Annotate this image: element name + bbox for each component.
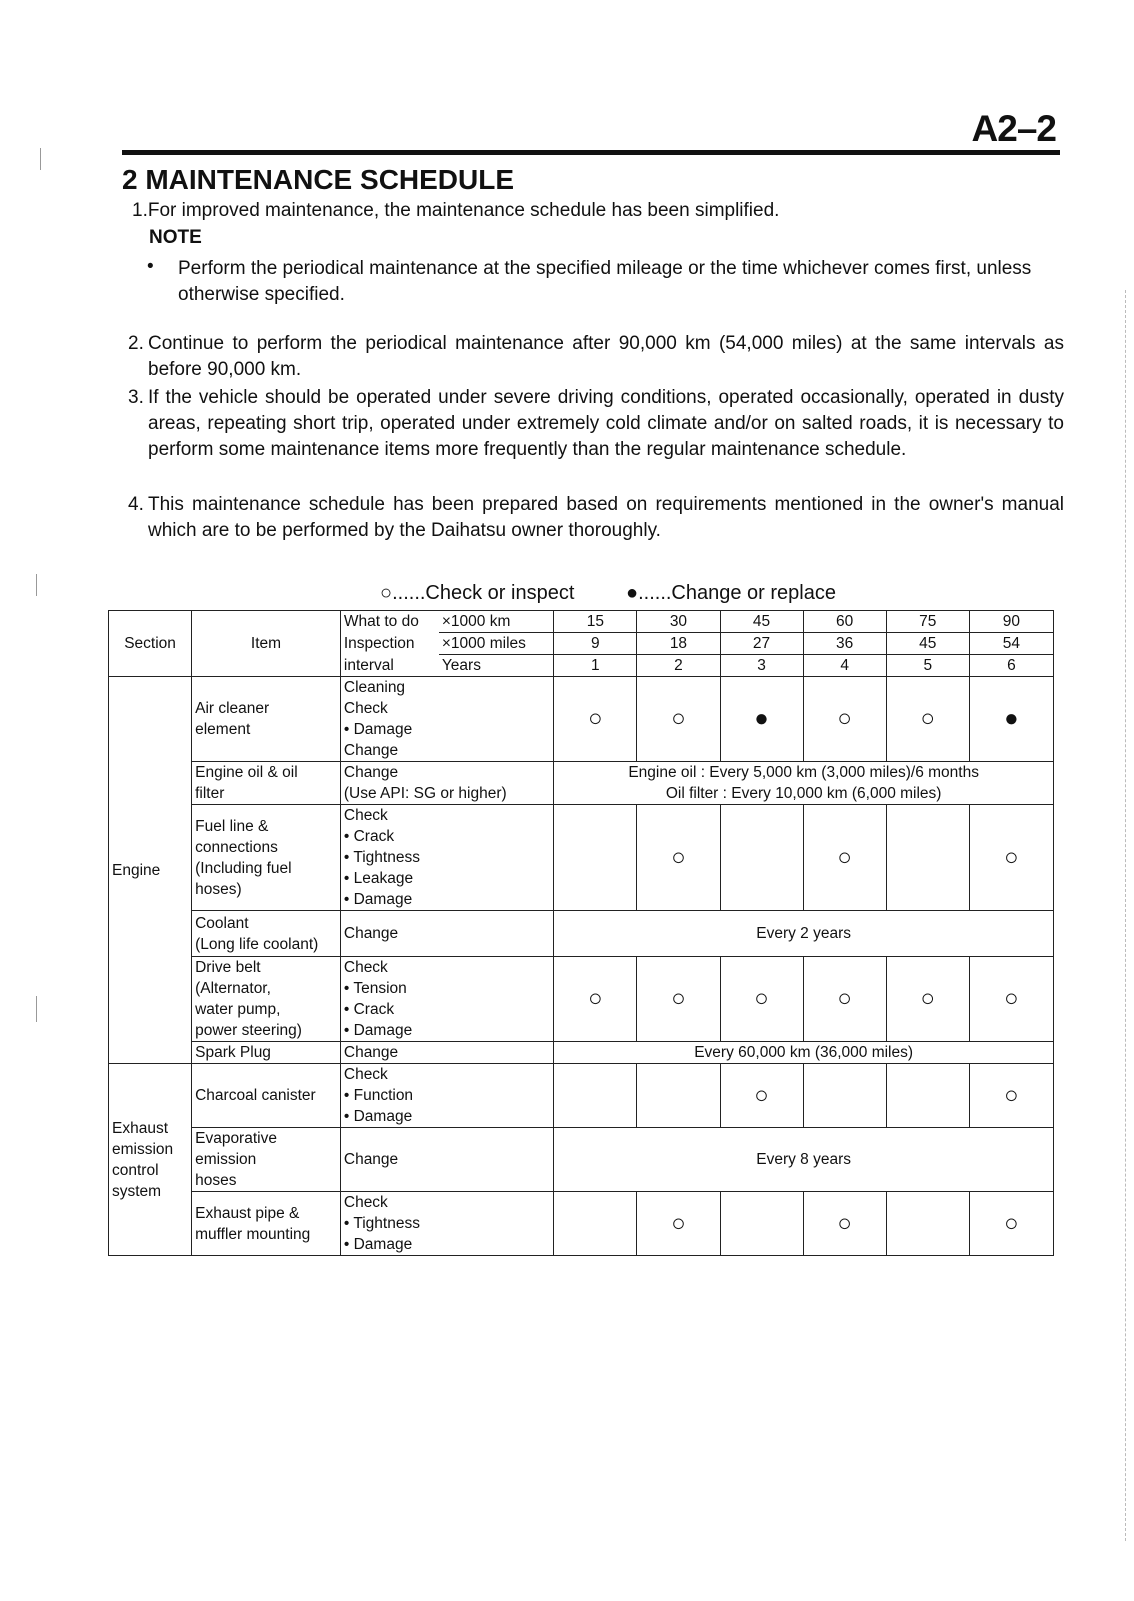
- what-exhaust-pipe: [340, 1192, 553, 1256]
- item-evaporative-line: emission: [195, 1151, 257, 1168]
- legend-change-text: ......Change or replace: [638, 582, 836, 604]
- item-air-cleaner: [192, 677, 341, 762]
- what-line: • Damage: [343, 1108, 413, 1125]
- item-fuel-line: [192, 805, 341, 911]
- check-mark: ○: [886, 957, 969, 1042]
- what-line: Change: [343, 742, 399, 759]
- check-mark: ○: [637, 677, 720, 762]
- header-rule: [122, 150, 1060, 155]
- what-line: • Tightness: [343, 849, 420, 866]
- year-value: 3: [720, 655, 803, 677]
- check-mark: ○: [720, 1064, 803, 1128]
- what-line: Change: [343, 764, 399, 781]
- note-bullet: •: [147, 256, 154, 277]
- intro-item-3-text: If the vehicle should be operated under severe driving conditions, operated occasionally, operated in dusty areas, repeating short trip, operated under extremely cold climate and/or on salted roads, it is necessary to perform some maintenance items more frequently than the regular maintenance schedule.: [148, 387, 1064, 460]
- intro-item-3: [128, 385, 1064, 463]
- check-mark: ○: [637, 957, 720, 1042]
- what-line: • Crack: [343, 828, 395, 845]
- miles-value: 18: [637, 633, 720, 655]
- item-exhaust-pipe-line: Exhaust pipe &: [195, 1204, 300, 1222]
- engine-oil-note-line: Engine oil : Every 5,000 km (3,000 miles)/6 months: [628, 764, 979, 781]
- table-row-drive-belt: [109, 957, 1054, 1042]
- what-line: • Damage: [343, 891, 413, 908]
- header-km-unit: ×1000 km: [439, 611, 554, 633]
- legend-check-text: ......Check or inspect: [392, 582, 575, 604]
- header-miles-unit: ×1000 miles: [439, 633, 554, 655]
- empty-cell: [886, 1064, 969, 1128]
- intro-item-2-number: 2.: [128, 333, 144, 354]
- check-symbol: ○: [380, 582, 393, 604]
- miles-value: 36: [803, 633, 886, 655]
- intro-item-1-number: 1.: [132, 200, 148, 221]
- table-row-charcoal-canister: [109, 1064, 1054, 1128]
- oil-filter-note-line: Oil filter : Every 10,000 km (6,000 miles): [665, 785, 942, 802]
- check-mark: ○: [637, 805, 720, 911]
- scan-edge: [1125, 290, 1126, 1541]
- what-fuel-line: [340, 805, 553, 911]
- intro-item-2: [128, 331, 1064, 383]
- km-value: 75: [886, 611, 969, 633]
- item-exhaust-pipe: [192, 1192, 341, 1256]
- empty-cell: [554, 1192, 637, 1256]
- check-mark: ○: [969, 1192, 1053, 1256]
- what-line: • Tightness: [343, 1215, 420, 1232]
- what-line: Check: [343, 1194, 388, 1211]
- intro-item-4: [128, 492, 1064, 544]
- item-evaporative-line: Evaporative: [195, 1130, 277, 1147]
- miles-value: 45: [886, 633, 969, 655]
- what-line: Check: [343, 700, 388, 717]
- what-charcoal-canister: [340, 1064, 553, 1128]
- item-evaporative-line: hoses: [195, 1172, 237, 1189]
- table-row-coolant: [109, 911, 1054, 957]
- what-line: • Function: [343, 1087, 414, 1104]
- empty-cell: [803, 1064, 886, 1128]
- margin-mark-top: [40, 148, 41, 170]
- what-line: • Damage: [343, 1236, 413, 1253]
- legend-check: [380, 582, 574, 605]
- item-coolant-line: Coolant: [195, 914, 249, 932]
- header-item: Item: [192, 611, 341, 677]
- check-mark: ○: [720, 957, 803, 1042]
- what-coolant: Change: [340, 911, 553, 957]
- miles-value: 54: [969, 633, 1053, 655]
- check-mark: ○: [803, 957, 886, 1042]
- what-line: • Leakage: [343, 870, 414, 887]
- what-evaporative-hoses: Change: [340, 1128, 553, 1192]
- coolant-interval-note: Every 2 years: [554, 911, 1054, 957]
- item-drive-belt-line: water pump,: [195, 1001, 281, 1018]
- year-value: 4: [803, 655, 886, 677]
- item-drive-belt-line: (Alternator,: [195, 980, 271, 997]
- check-mark: ○: [554, 677, 637, 762]
- check-mark: ○: [637, 1192, 720, 1256]
- maintenance-table: [108, 610, 1054, 1256]
- km-value: 60: [803, 611, 886, 633]
- item-drive-belt: [192, 957, 341, 1042]
- what-line: • Tension: [343, 980, 407, 997]
- item-engine-oil-line: Engine oil & oil: [195, 764, 298, 781]
- year-value: 2: [637, 655, 720, 677]
- intro-item-4-number: 4.: [128, 494, 144, 515]
- empty-cell: [637, 1064, 720, 1128]
- header-interval: interval: [340, 655, 439, 677]
- intro-item-2-text: Continue to perform the periodical maintenance after 90,000 km (54,000 miles) at the same intervals as before 90,000 km.: [148, 333, 1064, 380]
- item-fuel-line-line: hoses): [195, 880, 242, 898]
- item-drive-belt-line: Drive belt: [195, 959, 261, 976]
- empty-cell: [886, 805, 969, 911]
- legend-change: [626, 582, 836, 605]
- km-value: 90: [969, 611, 1053, 633]
- intro-item-3-number: 3.: [128, 387, 144, 408]
- empty-cell: [554, 1064, 637, 1128]
- empty-cell: [720, 1192, 803, 1256]
- section-exhaust-line: control: [112, 1161, 159, 1179]
- table-row-evaporative-hoses: [109, 1128, 1054, 1192]
- what-line: • Crack: [343, 1001, 395, 1018]
- item-exhaust-pipe-line: muffler mounting: [195, 1225, 311, 1243]
- item-coolant: [192, 911, 341, 957]
- change-symbol: ●: [626, 582, 639, 604]
- page-number: A2–2: [971, 108, 1056, 149]
- header-row-km: [109, 611, 1054, 633]
- km-value: 15: [554, 611, 637, 633]
- section-exhaust-line: emission: [112, 1140, 174, 1158]
- what-line: Cleaning: [343, 679, 406, 696]
- change-mark: ●: [969, 677, 1053, 762]
- header-section: Section: [109, 611, 192, 677]
- what-line: (Use API: SG or higher): [343, 785, 507, 802]
- item-engine-oil: [192, 762, 341, 805]
- check-mark: ○: [803, 677, 886, 762]
- table-row-engine-oil: [109, 762, 1054, 805]
- item-fuel-line-line: connections: [195, 838, 278, 856]
- year-value: 1: [554, 655, 637, 677]
- item-charcoal-canister: Charcoal canister: [192, 1064, 341, 1128]
- miles-value: 27: [720, 633, 803, 655]
- year-value: 6: [969, 655, 1053, 677]
- item-drive-belt-line: power steering): [195, 1022, 302, 1039]
- header-inspection: Inspection: [340, 633, 439, 655]
- what-spark-plug: Change: [340, 1042, 553, 1064]
- item-fuel-line-line: (Including fuel: [195, 859, 292, 877]
- section-exhaust-emission: [109, 1064, 192, 1256]
- engine-oil-interval-note: [554, 762, 1054, 805]
- what-line: • Damage: [343, 721, 413, 738]
- check-mark: ○: [554, 957, 637, 1042]
- note-label: NOTE: [149, 227, 202, 248]
- table-row-air-cleaner: [109, 677, 1054, 762]
- what-line: Check: [343, 1066, 388, 1083]
- intro-item-4-text: This maintenance schedule has been prepared based on requirements mentioned in the owner's manual which are to be performed by the Daihatsu owner thoroughly.: [148, 494, 1064, 541]
- evaporative-interval-note: Every 8 years: [554, 1128, 1054, 1192]
- item-evaporative-hoses: [192, 1128, 341, 1192]
- what-engine-oil: [340, 762, 553, 805]
- change-mark: ●: [720, 677, 803, 762]
- item-air-cleaner-line: element: [195, 721, 251, 738]
- empty-cell: [720, 805, 803, 911]
- miles-value: 9: [554, 633, 637, 655]
- year-value: 5: [886, 655, 969, 677]
- note-text: Perform the periodical maintenance at the specified mileage or the time whichever comes first, unless otherwise specified.: [178, 258, 1032, 305]
- table-row-fuel-line: [109, 805, 1054, 911]
- section-engine: Engine: [109, 677, 192, 1064]
- intro-item-1-text: For improved maintenance, the maintenance schedule has been simplified.: [147, 200, 780, 221]
- header-what-to-do: What to do: [340, 611, 439, 633]
- section-exhaust-line: Exhaust: [112, 1119, 169, 1137]
- table-row-exhaust-pipe: [109, 1192, 1054, 1256]
- check-mark: ○: [803, 805, 886, 911]
- item-coolant-line: (Long life coolant): [195, 935, 319, 953]
- table-row-spark-plug: [109, 1042, 1054, 1064]
- item-air-cleaner-line: Air cleaner: [195, 700, 270, 717]
- page-title: 2 MAINTENANCE SCHEDULE: [122, 164, 515, 195]
- check-mark: ○: [886, 677, 969, 762]
- what-drive-belt: [340, 957, 553, 1042]
- item-engine-oil-line: filter: [195, 785, 225, 802]
- check-mark: ○: [969, 957, 1053, 1042]
- what-line: Check: [343, 807, 388, 824]
- check-mark: ○: [803, 1192, 886, 1256]
- intro-item-1: [132, 198, 1062, 224]
- check-mark: ○: [969, 1064, 1053, 1128]
- margin-mark-lower: [36, 996, 37, 1022]
- km-value: 45: [720, 611, 803, 633]
- item-fuel-line-line: Fuel line &: [195, 817, 269, 835]
- margin-mark-mid: [36, 574, 37, 596]
- header-years-unit: Years: [439, 655, 554, 677]
- what-line: Check: [343, 959, 388, 976]
- km-value: 30: [637, 611, 720, 633]
- empty-cell: [886, 1192, 969, 1256]
- what-air-cleaner: [340, 677, 553, 762]
- item-spark-plug: Spark Plug: [192, 1042, 341, 1064]
- empty-cell: [554, 805, 637, 911]
- what-line: • Damage: [343, 1022, 413, 1039]
- spark-plug-interval-note: Every 60,000 km (36,000 miles): [554, 1042, 1054, 1064]
- check-mark: ○: [969, 805, 1053, 911]
- section-exhaust-line: system: [112, 1182, 162, 1200]
